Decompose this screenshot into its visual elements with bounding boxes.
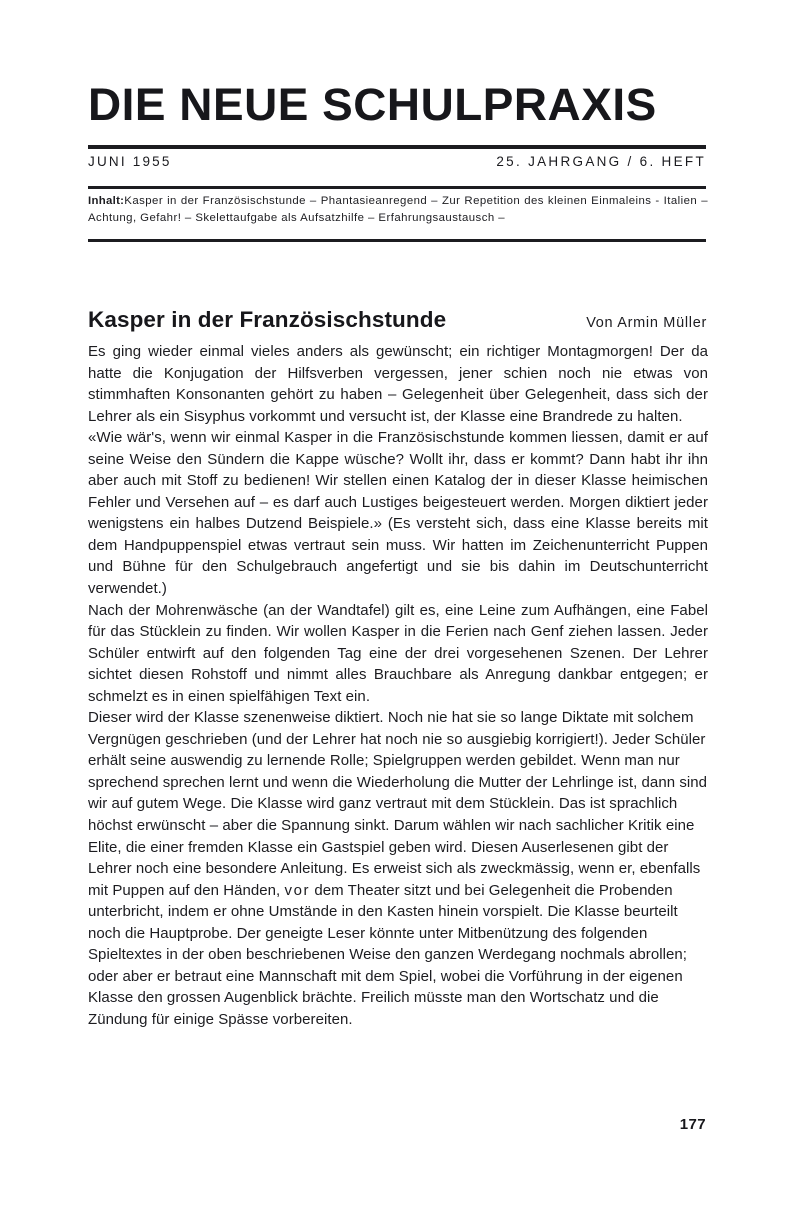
issue-volume: 25. JAHRGANG / 6. HEFT [496,154,706,169]
paragraph: Es ging wieder einmal vieles anders als gewünscht; ein richtiger Montagmorgen! Der da hatte die Konjugation der Hilfsverben vergessen, jener schien noch nie etwas von stimmhaften Konsonanten gehört zu haben – Gelegenheit über Gelegenheit, dass sich der Lehrer als ein Sisyphus vorkommt und versucht ist, der Klasse eine Brandrede zu halten. [88,343,708,425]
paragraph: Nach der Mohrenwäsche (an der Wandtafel) gilt es, eine Leine zum Aufhängen, eine Fabel für das Stücklein zu finden. Wir wollen Kasper in die Ferien nach Genf ziehen lassen. Jeder Schüler entwirft auf den folgenden Tag eine der drei vorgesehenen Szenen. Der Lehrer sichtet diesen Rohstoff und nimmt alles Brauchbare als Anregung dankbar entgegen; er schmelzt es in einen spielfähigen Text ein. [88,601,708,705]
paragraph-tail: dem Theater sitzt und bei Gelegenheit die Probenden unterbricht, indem er ohne Umstände in den Kasten hinein vorspielt. Die Klasse beurteilt noch die Hauptprobe. Der geneigte Leser könnte unter Mitbenützung des folgenden Spieltextes in der oben beschriebenen Weise den ganzen Werdegang nochmals abrollen; oder aber er betraut eine Mannschaft mit dem Spiel, wobei die Vorführung in der eigenen Klasse den grossen Augenblick brächte. Freilich müsste man den Wortschatz und die Zündung für einige Spässe vorbereiten. [88,881,687,1028]
issue-date: JUNI 1955 [88,154,172,169]
paragraph: «Wie wär's, wenn wir einmal Kasper in die Französischstunde kommen liessen, damit er auf seine Weise den Sündern die Kappe wüsche? Wollt ihr, dass er kommt? Dann habt ihr ihn aber auch mit Stoff zu bedienen! Wir stellen einen Katalog der in dieser Klasse heimischen Fehler und Versehen auf – es darf auch Lustiges beigesteuert werden. Morgen diktiert jeder wenigstens ein halbes Dutzend Beispiele.» (Es versteht sich, dass eine Klasse bereits mit dem Handpuppenspiel etwas vertraut sein muss. Wir hatten im Zeichenunterricht Puppen und Bühne für den Schulgebrauch angefertigt und sie bis dahin im Deutschunterricht verwendet.) [88,429,708,598]
contents-summary [88,193,708,226]
paragraph-emphasis: vor [284,881,311,899]
publication-title: DIE NEUE SCHULPRAXIS [88,79,657,130]
paragraph-lead: Dieser wird der Klasse szenenweise diktiert. Noch nie hat sie so lange Diktate mit solchem Vergnügen geschrieben (und der Lehrer hat noch nie so ausgiebig korrigiert!). Jeder Schüler erhält seine auswendig zu lernende Rolle; Spielgruppen werden gebildet. Wenn man nur sprechend sprechen lernt und wenn die Wiederholung die Mutter der Lehrlinge ist, dann sind wir auf gutem Wege. Die Klasse wird ganz vertraut mit dem Stücklein. Das ist sprachlich höchst erwünscht – aber die Spannung sinkt. Darum wählen wir nach sachlicher Kritik eine Elite, die einer fremden Klasse ein Gastspiel geben wird. Diesen Auserlesenen gibt der Lehrer noch eine besondere Anleitung. Es erweist sich als zweckmässig, wenn er, ebenfalls mit Puppen auf den Händen, [88,709,708,899]
issue-rule-bottom [88,186,706,189]
article-body [88,341,708,1031]
contents-rule-bottom [88,239,706,242]
issue-line [88,154,706,169]
article-author: Von Armin Müller [586,315,707,332]
masthead-rule-top [88,145,706,149]
paragraph [88,707,708,1030]
contents-entries: Kasper in der Französischstunde – Phantasieanregend – Zur Repetition des kleinen Einmaleins - Italien – Achtung, Gefahr! – Skelettaufgabe als Aufsatzhilfe – Erfahrungsaustausch – [88,195,708,224]
masthead [88,80,706,130]
page-number: 177 [679,1116,706,1133]
contents-label: Inhalt: [88,195,125,207]
article-header [88,292,708,348]
article-title: Kasper in der Französischstunde [88,307,447,333]
